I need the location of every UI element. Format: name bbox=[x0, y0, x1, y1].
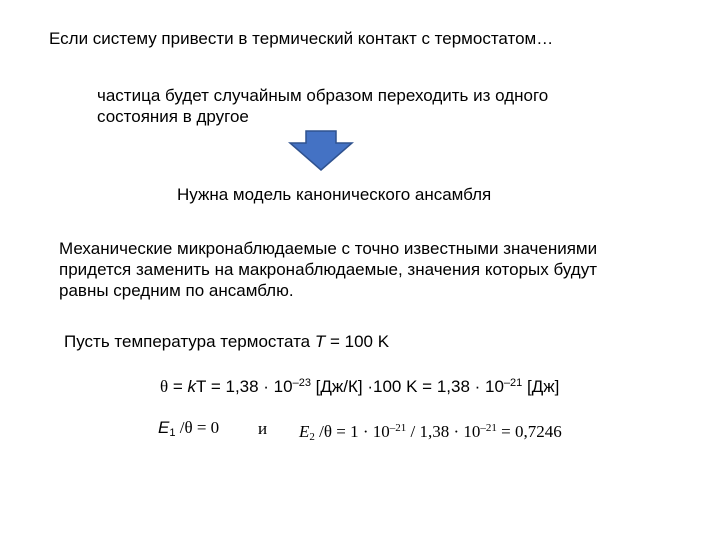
e2-symbol: E bbox=[299, 422, 310, 441]
temperature-text: Пусть температура термостата bbox=[64, 332, 315, 351]
temperature-line bbox=[64, 331, 389, 353]
t-symbol: T bbox=[196, 377, 207, 396]
e2-tail: /θ = 1 · 10 bbox=[314, 422, 390, 441]
theta-equation bbox=[160, 372, 559, 398]
temperature-var: T bbox=[314, 332, 326, 351]
down-arrow-icon bbox=[288, 130, 354, 172]
e1-sub: 1 bbox=[169, 427, 176, 439]
theta-rest3: [Дж] bbox=[522, 377, 560, 396]
intro-line: Если систему привести в термический контакт с термостатом… bbox=[49, 29, 554, 48]
para-line-2: придется заменить на макронаблюдаемые, значения которых будут bbox=[59, 260, 597, 279]
e2-end: = 0,7246 bbox=[496, 422, 562, 441]
particle-line-2: состояния в другое bbox=[97, 107, 249, 126]
e2-mid: / 1,38 · 10 bbox=[406, 422, 481, 441]
theta-eq: = bbox=[168, 377, 188, 396]
temperature-value: = 100 K bbox=[325, 332, 390, 351]
e1-tail: /θ = 0 bbox=[175, 418, 220, 437]
theta-exp1: –23 bbox=[292, 377, 311, 389]
k-symbol: k bbox=[187, 377, 197, 396]
e2-equation bbox=[299, 417, 562, 448]
particle-line-1: частица будет случайным образом переходить из одного bbox=[97, 86, 549, 105]
conjunction: и bbox=[258, 419, 268, 438]
canonical-ensemble-line: Нужна модель канонического ансамбля bbox=[177, 185, 492, 204]
e1-equation bbox=[158, 417, 219, 444]
theta-exp2: –21 bbox=[503, 377, 523, 389]
theta-symbol: θ bbox=[160, 377, 169, 396]
theta-rest2: [Дж/К] ·100 K = 1,38 · 10 bbox=[310, 377, 504, 396]
e1-symbol: E bbox=[158, 418, 170, 437]
e2-exp2: –21 bbox=[480, 422, 497, 434]
e2-sub: 2 bbox=[309, 431, 315, 443]
para-line-3: равны средним по ансамблю. bbox=[59, 281, 294, 300]
e2-exp1: –21 bbox=[389, 422, 407, 434]
para-line-1: Механические микронаблюдаемые с точно известными значениями bbox=[59, 239, 598, 258]
theta-rest1: = 1,38 · 10 bbox=[206, 377, 293, 396]
